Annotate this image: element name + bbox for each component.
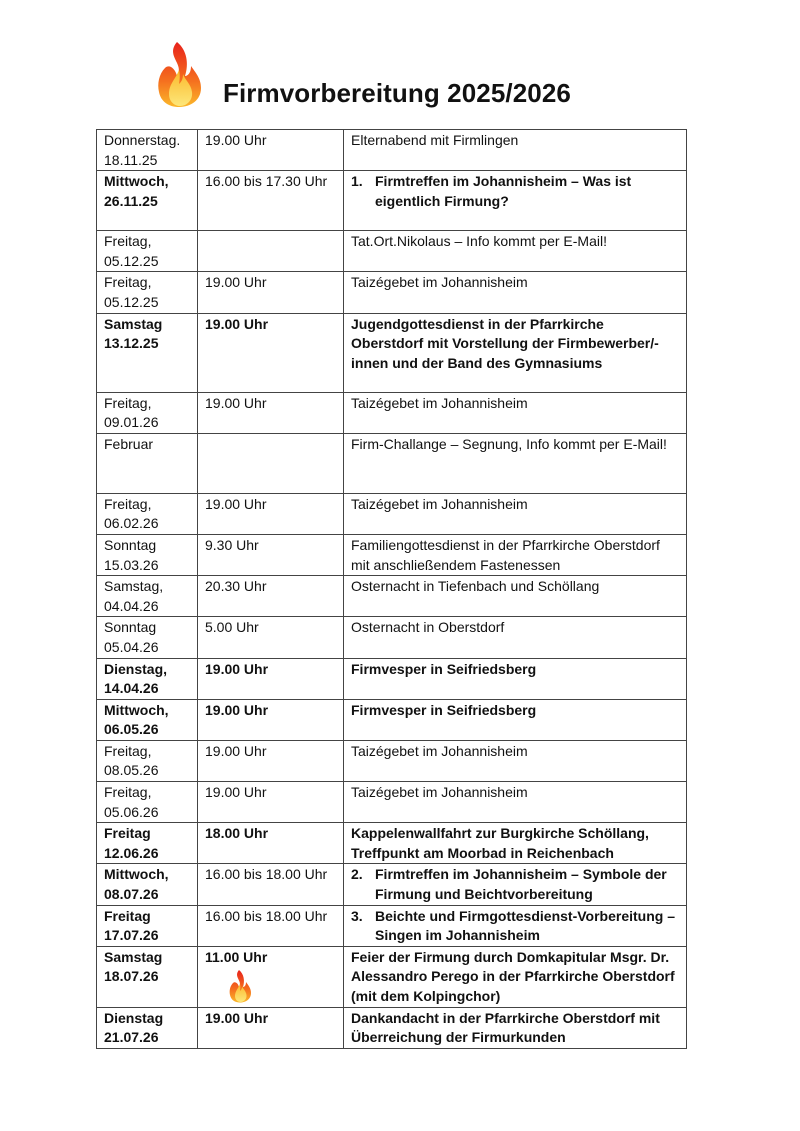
time-cell xyxy=(198,392,344,433)
date: 14.04.26 xyxy=(104,680,159,697)
numbered-item xyxy=(351,172,680,211)
time: 19.00 Uhr xyxy=(205,394,267,411)
weekday: Samstag xyxy=(104,315,163,332)
time: 16.00 bis 18.00 Uhr xyxy=(205,907,328,924)
weekday: Dienstag xyxy=(104,1009,164,1026)
time-cell xyxy=(198,313,344,392)
description: Dankandacht in der Pfarrkirche Oberstdorf mit Überreichung der Firmurkunden xyxy=(351,1009,660,1046)
weekday: Sonntag xyxy=(104,536,157,553)
table-row xyxy=(97,313,687,392)
weekday: Freitag, xyxy=(104,233,152,250)
weekday: Mittwoch, xyxy=(104,701,169,718)
date: 08.07.26 xyxy=(104,886,159,903)
time-cell xyxy=(198,617,344,658)
description: Taizégebet im Johannisheim xyxy=(351,274,528,291)
description-cell xyxy=(344,231,687,272)
table-row xyxy=(97,864,687,905)
weekday: Freitag, xyxy=(104,784,152,801)
weekday: Mittwoch, xyxy=(104,866,169,883)
time-cell xyxy=(198,576,344,617)
time-cell xyxy=(198,433,344,493)
item-number: 3. xyxy=(351,907,363,924)
description-cell xyxy=(344,617,687,658)
time: 16.00 bis 18.00 Uhr xyxy=(205,866,328,883)
weekday: Februar xyxy=(104,435,154,452)
date-cell xyxy=(97,130,198,171)
description: Elternabend mit Firmlingen xyxy=(351,132,519,148)
time-cell xyxy=(198,534,344,575)
time: 19.00 Uhr xyxy=(205,784,267,801)
weekday: Dienstag, xyxy=(104,660,168,677)
time-cell xyxy=(198,905,344,946)
table-row xyxy=(97,699,687,740)
description-cell xyxy=(344,782,687,823)
description-cell xyxy=(344,534,687,575)
item-number: 1. xyxy=(351,173,363,190)
date-cell xyxy=(97,231,198,272)
date-cell xyxy=(97,782,198,823)
date: 18.07.26 xyxy=(104,968,159,985)
date: 08.05.26 xyxy=(104,762,159,779)
date-cell xyxy=(97,617,198,658)
date-cell xyxy=(97,864,198,905)
description-cell xyxy=(344,272,687,313)
description-cell xyxy=(344,740,687,781)
time: 18.00 Uhr xyxy=(205,825,269,842)
time-cell xyxy=(198,823,344,864)
date: 18.11.25 xyxy=(104,151,158,168)
time-cell xyxy=(198,946,344,1007)
description-cell xyxy=(344,493,687,534)
description: Beichte und Firmgottesdienst-Vorbereitung – Singen im Johannisheim xyxy=(375,907,675,944)
time: 16.00 bis 17.30 Uhr xyxy=(205,173,328,190)
table-row xyxy=(97,433,687,493)
table-row xyxy=(97,272,687,313)
description: Osternacht in Tiefenbach und Schöllang xyxy=(351,578,600,595)
time-cell xyxy=(198,864,344,905)
date: 12.06.26 xyxy=(104,844,159,861)
date-cell xyxy=(97,493,198,534)
description: Feier der Firmung durch Domkapitular Msgr. Dr. Alessandro Perego in der Pfarrkirche Oberstdorf (mit dem Kolpingchor) xyxy=(351,948,675,1004)
date-cell xyxy=(97,433,198,493)
item-number: 2. xyxy=(351,866,363,883)
description-cell xyxy=(344,1007,687,1048)
date-cell xyxy=(97,272,198,313)
description-cell xyxy=(344,905,687,946)
description-cell xyxy=(344,946,687,1007)
time: 5.00 Uhr xyxy=(205,619,259,636)
date: 13.12.25 xyxy=(104,335,159,352)
table-row xyxy=(97,782,687,823)
description-cell xyxy=(344,864,687,905)
description: Firmtreffen im Johannisheim – Symbole der Firmung und Beichtvorbereitung xyxy=(375,866,667,903)
description-cell xyxy=(344,433,687,493)
weekday: Samstag xyxy=(104,948,163,965)
date: 05.12.25 xyxy=(104,293,159,310)
schedule-table xyxy=(96,129,687,1049)
date: 05.06.26 xyxy=(104,803,159,820)
time: 20.30 Uhr xyxy=(205,578,267,595)
time: 19.00 Uhr xyxy=(205,315,269,332)
date: 26.11.25 xyxy=(104,192,158,209)
time-cell xyxy=(198,740,344,781)
description-cell xyxy=(344,658,687,699)
description: Taizégebet im Johannisheim xyxy=(351,394,528,411)
description-cell xyxy=(344,823,687,864)
date: 15.03.26 xyxy=(104,556,159,573)
date: 05.12.25 xyxy=(104,252,159,269)
date: 06.05.26 xyxy=(104,721,159,738)
date-cell xyxy=(97,946,198,1007)
table-row xyxy=(97,740,687,781)
weekday: Donnerstag. xyxy=(104,132,181,148)
description: Firm-Challange – Segnung, Info kommt per E-Mail! xyxy=(351,435,667,452)
date-cell xyxy=(97,823,198,864)
date: 09.01.26 xyxy=(104,414,159,431)
date-cell xyxy=(97,699,198,740)
description: Kappelenwallfahrt zur Burgkirche Schöllang, Treffpunkt am Moorbad in Reichenbach xyxy=(351,825,649,861)
date-cell xyxy=(97,576,198,617)
time: 19.00 Uhr xyxy=(205,742,267,759)
date-cell xyxy=(97,658,198,699)
weekday: Freitag, xyxy=(104,394,152,411)
time: 19.00 Uhr xyxy=(205,1009,269,1026)
table-row xyxy=(97,392,687,433)
time-cell xyxy=(198,1007,344,1048)
time-cell xyxy=(198,493,344,534)
date: 04.04.26 xyxy=(104,597,159,614)
time-cell xyxy=(198,782,344,823)
weekday: Sonntag xyxy=(104,619,157,636)
time: 11.00 Uhr xyxy=(205,948,268,965)
description: Taizégebet im Johannisheim xyxy=(351,784,528,801)
time: 19.00 Uhr xyxy=(205,132,267,148)
time: 19.00 Uhr xyxy=(205,274,267,291)
date-cell xyxy=(97,534,198,575)
time-cell xyxy=(198,699,344,740)
date-cell xyxy=(97,1007,198,1048)
weekday: Freitag, xyxy=(104,742,152,759)
description-cell xyxy=(344,392,687,433)
weekday: Freitag, xyxy=(104,495,152,512)
numbered-item xyxy=(351,907,680,946)
description: Tat.Ort.Nikolaus – Info kommt per E-Mail! xyxy=(351,233,607,250)
flame-icon xyxy=(155,40,203,108)
time-cell xyxy=(198,272,344,313)
table-row xyxy=(97,905,687,946)
table-row xyxy=(97,231,687,272)
time-cell xyxy=(198,231,344,272)
description: Osternacht in Oberstdorf xyxy=(351,619,505,636)
table-row xyxy=(97,130,687,171)
time: 19.00 Uhr xyxy=(205,495,267,512)
description: Firmtreffen im Johannisheim – Was ist eigentlich Firmung? xyxy=(375,173,632,209)
date: 17.07.26 xyxy=(104,927,159,944)
table-row xyxy=(97,534,687,575)
table-row xyxy=(97,1007,687,1048)
table-row xyxy=(97,617,687,658)
table-row xyxy=(97,946,687,1007)
time-cell xyxy=(198,130,344,171)
page-title: Firmvorbereitung 2025/2026 xyxy=(223,78,571,108)
table-row xyxy=(97,658,687,699)
flame-icon xyxy=(227,969,253,1003)
date: 21.07.26 xyxy=(104,1029,159,1046)
table-row xyxy=(97,576,687,617)
time: 19.00 Uhr xyxy=(205,660,269,677)
weekday: Freitag xyxy=(104,825,151,842)
date-cell xyxy=(97,313,198,392)
description-cell xyxy=(344,699,687,740)
description: Firmvesper in Seifriedsberg xyxy=(351,701,537,718)
page-header xyxy=(0,0,800,128)
description-cell xyxy=(344,130,687,171)
description: Familiengottesdienst in der Pfarrkirche Oberstdorf mit anschließendem Fastenessen xyxy=(351,536,660,573)
weekday: Freitag xyxy=(104,907,151,924)
date-cell xyxy=(97,171,198,231)
description-cell xyxy=(344,576,687,617)
date-cell xyxy=(97,905,198,946)
table-row xyxy=(97,171,687,231)
time: 9.30 Uhr xyxy=(205,536,259,553)
table-row xyxy=(97,823,687,864)
weekday: Samstag, xyxy=(104,578,164,595)
numbered-item xyxy=(351,865,680,904)
time: 19.00 Uhr xyxy=(205,701,269,718)
description-cell xyxy=(344,171,687,231)
weekday: Freitag, xyxy=(104,274,152,291)
description: Taizégebet im Johannisheim xyxy=(351,495,528,512)
date-cell xyxy=(97,740,198,781)
description: Firmvesper in Seifriedsberg xyxy=(351,660,537,677)
weekday: Mittwoch, xyxy=(104,173,169,190)
description: Jugendgottesdienst in der Pfarrkirche Oberstdorf mit Vorstellung der Firmbewerber/-innen und der Band des Gymnasiums xyxy=(351,315,659,371)
date-cell xyxy=(97,392,198,433)
description: Taizégebet im Johannisheim xyxy=(351,742,528,759)
date: 05.04.26 xyxy=(104,638,159,655)
date: 06.02.26 xyxy=(104,515,159,532)
table-row xyxy=(97,493,687,534)
time-cell xyxy=(198,171,344,231)
description-cell xyxy=(344,313,687,392)
time-cell xyxy=(198,658,344,699)
